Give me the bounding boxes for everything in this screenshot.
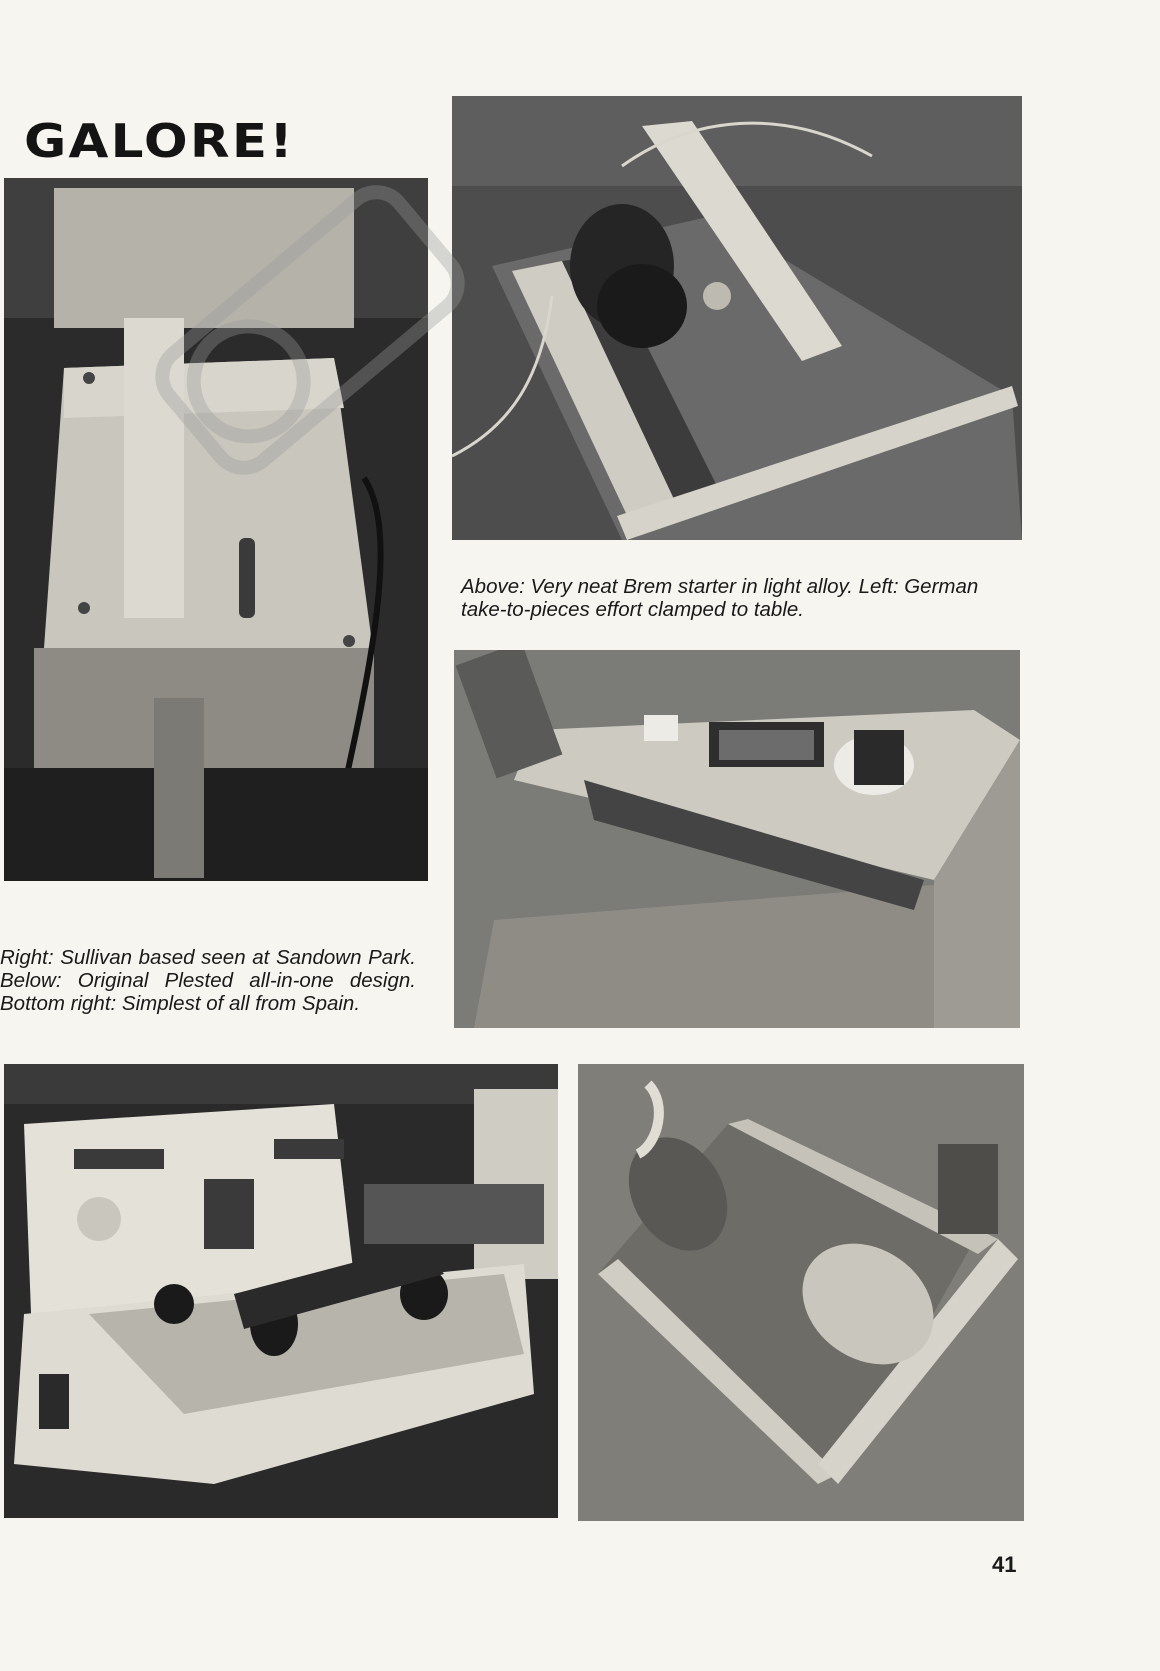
photo-brem-starter: [452, 96, 1022, 540]
page-headline: GALORE!: [24, 114, 296, 168]
photo-german-starter: [4, 178, 428, 881]
german-starter-image: [4, 178, 428, 881]
caption-above: Above: Very neat Brem starter in light alloy. Left: German take-to-pieces effort clamped to table.: [461, 575, 979, 621]
photo-plested-starter: [4, 1064, 558, 1518]
spain-starter-image: [578, 1064, 1024, 1521]
plested-starter-image: [4, 1064, 558, 1518]
photo-sullivan-starter: [454, 650, 1020, 1028]
brem-starter-image: [452, 96, 1022, 540]
caption-right: Right: Sullivan based seen at Sandown Park. Below: Original Plested all-in-one design. Bottom right: Simplest of all from Spain.: [0, 946, 416, 1015]
sullivan-starter-image: [454, 650, 1020, 1028]
page-number: 41: [992, 1552, 1017, 1577]
photo-spain-starter: [578, 1064, 1024, 1521]
